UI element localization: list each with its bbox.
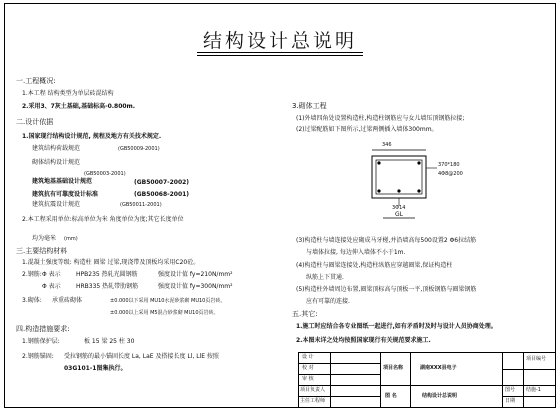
- tb-project-lead: 项目负责人: [300, 387, 326, 393]
- section-4-heading: 四.构造措施要求:: [16, 325, 70, 333]
- anchorage-text-2: 03G101-1图集执行。: [64, 365, 127, 372]
- masonry-section-heading: 3.砌体工程: [292, 102, 327, 110]
- section-3-heading: 三.主要结构材料: [16, 247, 68, 255]
- title-underline-2: [197, 55, 363, 56]
- title-underline-1: [197, 52, 363, 53]
- lintel-section-diagram: [345, 140, 465, 240]
- frame-top: [4, 3, 556, 4]
- tb-project-name-label: 项目名称: [383, 365, 404, 371]
- rebar-b-value: 强度设计值 fy=300N/mm²: [158, 283, 233, 290]
- other-item-1: 1.施工时应结合各专业图纸一起进行,如有矛盾时及时与设计人员协商处理。: [296, 323, 497, 330]
- rebar-dot: [377, 161, 380, 164]
- rebar-a-value: 强度设计值 fy=210N/mm²: [158, 271, 233, 278]
- tb-project-name-value: 湖南XXX县电子: [420, 365, 457, 371]
- rebar-a-symbol: Φ 表示: [42, 271, 61, 278]
- section-3-item-1: 1.混凝土强度等级: 构造柱 圈梁 过梁,现浇带及顶板均采用C20砼。: [22, 259, 200, 266]
- rebar-a-desc: HPB235 热轧光圆钢筋: [76, 271, 138, 278]
- tb-checker: 校 对: [302, 365, 314, 371]
- code-4-number: (GB50011-2001): [120, 202, 162, 208]
- section-2-item-2: 2.本工程采用单位:标高单位为米 角度单位为度;其它长度单位: [22, 216, 184, 223]
- cover-values: 板 15 梁 25 柱 30: [84, 338, 135, 345]
- section-3-item-2-label: 2.钢筋:: [22, 271, 42, 278]
- rebar-b-symbol: Φ 表示: [42, 283, 61, 290]
- code-3-name: 建筑地基基础设计规范: [32, 178, 93, 185]
- lintel-stirrup: [376, 160, 422, 194]
- masonry-item-3b: 与墙体拉接, 每边伸入墙体不小于1m.: [306, 249, 406, 256]
- lintel-dim-bottom: 3Φ14: [392, 205, 406, 211]
- tb-date-label: 日期: [505, 398, 516, 404]
- section-3-item-3-label: 3.砌体:: [22, 297, 42, 304]
- code-1-number: (GB50009-2001): [118, 146, 160, 152]
- frame-right: [555, 3, 556, 408]
- tb-drawing-label: 图 名: [385, 393, 397, 399]
- masonry-item-5a: (5)构造柱外墙周边布置,圈梁顶标高与顶板一平,顶板钢筋与圈梁钢筋: [296, 286, 477, 293]
- code-4-name: 建筑抗震设计规范: [32, 201, 81, 208]
- section-2-item-2b: 均为毫米: [32, 235, 57, 242]
- frame-bottom: [4, 407, 556, 408]
- masonry-above: ±0.000以上采用 M5混合砂浆砌 MU10页岩砖。: [110, 310, 219, 316]
- tb-designer: 设 计: [302, 354, 314, 360]
- lintel-dim-right-1: 370*180: [438, 162, 460, 168]
- masonry-below: ±0.000以下采用 MU10水泥砂浆砌 MU10页岩砖。: [110, 298, 226, 304]
- anchorage-label: 2.钢筋锚固:: [22, 353, 54, 360]
- masonry-item-3a: (3)构造柱与墙连接处应砌成马牙槎,并沿墙高每500设置2 Φ6拉结筋: [296, 237, 477, 244]
- rebar-dot: [397, 189, 400, 192]
- section-2-item-2c: (mm): [64, 236, 78, 242]
- lintel-label: GL: [395, 211, 403, 218]
- other-heading: 五.其它:: [292, 310, 318, 318]
- section-1-heading: 一.工程概况:: [16, 77, 56, 85]
- tb-sheet-label: 图号: [505, 387, 516, 393]
- section-2-item-1: 1.国家现行结构设计规范, 规程及地方有关技术规定.: [22, 133, 162, 140]
- masonry-type: 承重砖砌体: [52, 297, 83, 304]
- masonry-item-5b: 应有可靠的连接.: [306, 298, 350, 305]
- section-1-item-1: 1.本工程 结构类型为单层砖混结构: [22, 90, 114, 97]
- code-2-name: 砌体结构设计规范: [32, 159, 81, 166]
- other-item-2: 2.本图未详之处均按照国家现行有关规范要求施工.: [296, 337, 431, 344]
- rebar-b-desc: HRB335 热轧带肋钢筋: [76, 283, 139, 290]
- rebar-dot: [377, 189, 380, 192]
- page-title: 结构设计总说明: [202, 30, 357, 52]
- cover-label: 1.钢筋保护层:: [22, 338, 60, 345]
- frame-left: [4, 3, 5, 408]
- section-1-item-2: 2.采用3、7灰土基础,基础标高-0.800m.: [22, 103, 136, 110]
- masonry-item-1: (1)外墙四角处设置构造柱,构造柱钢筋应与女儿墙压顶钢筋拉接;: [296, 115, 465, 122]
- lintel-dim-right-2: 4Φ8@200: [438, 171, 463, 177]
- masonry-item-4b: 纵筋上下贯通.: [306, 274, 344, 281]
- tb-project-no-label: 项目编号: [526, 356, 547, 362]
- rebar-dot: [417, 189, 420, 192]
- lintel-dim-top: 346: [382, 142, 392, 148]
- code-2-number: (GB50003-2001): [84, 171, 126, 177]
- tb-drawing-value: 结构设计总说明: [422, 393, 458, 399]
- anchorage-text: 受拉钢筋的最小锚固长度 La, LaE 及搭接长度 Ll, LlE 按照: [64, 353, 219, 360]
- rebar-dot: [417, 161, 420, 164]
- code-4-number-2: (GB50068-2001): [134, 191, 190, 198]
- code-3-number: (GB50007-2002): [134, 179, 190, 186]
- masonry-item-4a: (4)构造柱与圈梁连接处,构造柱纵筋应穿越圈梁,保证构造柱: [296, 262, 453, 269]
- tb-sheet-value: 结施-1: [526, 387, 541, 393]
- masonry-item-2: (2)过梁配筋如下图所示,过梁两侧插入墙体300mm。: [296, 126, 438, 133]
- tb-reviewer: 审 核: [302, 376, 314, 382]
- tb-chief-engineer: 主任工程师: [300, 398, 326, 404]
- code-4-line-2: 建筑抗有可靠度设计标准: [32, 191, 99, 198]
- section-2-heading: 二.设计依据: [16, 118, 54, 126]
- code-1-name: 建筑结构荷载规范: [32, 145, 81, 152]
